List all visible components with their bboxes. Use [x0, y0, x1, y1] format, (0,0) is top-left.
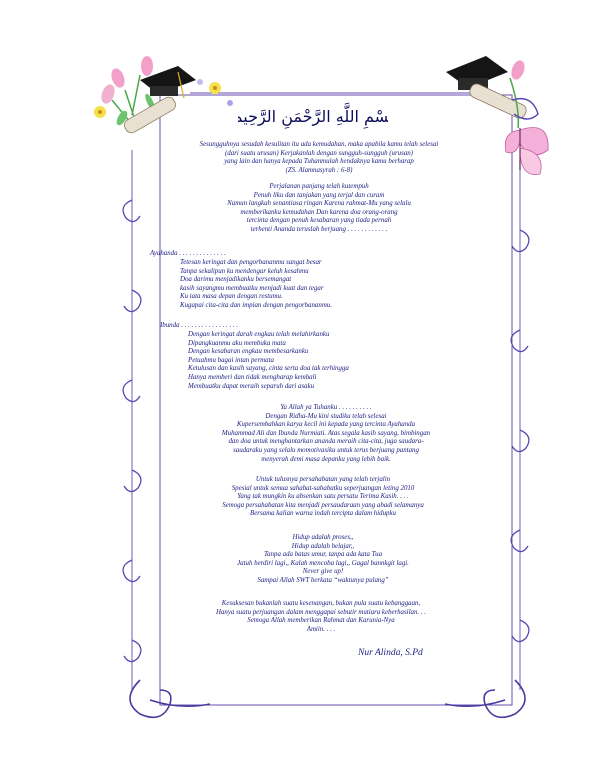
top-right-flowers-icon	[509, 59, 538, 128]
father-line: Tanpa sekalipun ku mendengar keluh kesahmu	[180, 267, 309, 275]
father-line: Tetesan keringat dan pengorbananmu sangat besar	[180, 259, 322, 266]
quran-line: (ZS. Alamnasyrah : 6-8)	[285, 166, 353, 174]
mother-line: Dipangkuanmu aku membuka mata	[188, 339, 286, 347]
life-line: Hidup adalah belajar,,	[291, 542, 355, 550]
father-line: Doa darimu menjadikanku bersemangat	[180, 276, 292, 284]
closing-text	[180, 600, 462, 634]
journey-line: Perjalanan panjang telah kutempuh	[269, 183, 369, 190]
closing-line: Hanya suatu perjuangan dalam menggapai sebutir mutiara keberhasilan. . .	[215, 608, 427, 616]
diploma-scroll-right-icon	[468, 82, 528, 120]
friends-line: Bersama kalian warna indah tercipta dalam hidupku	[250, 510, 396, 518]
father-line: Ku tata masa depan dengan restumu.	[180, 293, 283, 301]
friends-line: Spesial untuk semua sahabat-sahabatku seperjuangan leting 2010	[231, 484, 415, 492]
father-poem	[180, 259, 332, 311]
friends-line: Untuk tulusnya persahabatan yang telah terjalin	[255, 476, 391, 483]
life-line: Never give up!	[302, 568, 344, 576]
prayer-line: menyerah demi masa depanku yang lebih baik.	[261, 455, 391, 463]
bottom-right-swirl	[445, 680, 525, 717]
mother-line: Dengan keringat darah engkau telah melahirkanku	[188, 331, 330, 338]
quran-line: (dari suatu urusan) Kerjakanlah dengan sungguh-sungguh (urusan)	[225, 149, 413, 157]
calligraphy-frame	[238, 94, 388, 134]
prayer-line: saudaraku yang selalu momotivasiku untuk terus berjuang pantang	[233, 446, 419, 454]
friends-line: Semoga persahabatan kita menjadi persaudaraan yang abadi selamanya	[222, 501, 424, 509]
journey-line: Penuh liku dan tanjakan yang terjal dan curam	[253, 191, 385, 199]
journey-line: tercinta dengan penuh kesabaran yang tiada pernah	[246, 217, 392, 225]
friends-line: Yang tak mungkin ku absenkan satu persatu Terima Kasih. . . .	[237, 493, 409, 501]
journey-line: memberikanku kemudahan Dan karena doa orang-orang	[240, 208, 398, 216]
prayer-line: Ya Allah ya Tuhanku . . . . . . . . . .	[280, 404, 372, 411]
life-line: Hidup adalah proses,,	[292, 534, 354, 541]
father-heading: Ayahanda . . . . . . . . . . . . . .	[150, 250, 226, 257]
life-line: Jatuh berdiri lagi,, Kalah mencoba lagi,, Gagal bannkgit lagi.	[237, 559, 409, 567]
signature-name: Nur Alinda, S.Pd	[358, 648, 423, 658]
mother-line: Hanya memberi dan tidak mengharap kembali	[188, 373, 317, 381]
prayer-line: dan doa untuk menghantarkan ananda meraih cita-cita, juga saudara-	[228, 438, 424, 446]
calligraphy-text: بِسْمِ اللَّهِ الرَّحْمَنِ الرَّحِيمِ	[238, 107, 388, 126]
mother-line: Dengan kesabaran engkau membesarkanku	[188, 348, 309, 356]
prayer-line: Muhammad Ali dan Ibunda Nurmiati. Atas segala kasih sayang, bimbingan	[221, 429, 431, 437]
quran-line: yang lain dan hanya kepada Tuhanmulah hendaknya kamu berharap	[224, 158, 414, 166]
bottom-left-swirl	[130, 680, 210, 717]
quran-line: Sesungguhnya sesudah kesulitan itu ada kemudahan, maka apabila kamu telah selesai	[199, 141, 439, 148]
closing-line: Amiin. . . .	[306, 625, 336, 633]
quran-verse	[160, 141, 478, 175]
life-line: Sampai Allah SWT berkata “waktunya pulang”	[257, 576, 389, 584]
father-line: Kugapai cita-cita dan impian dengan pengorbananmu.	[180, 301, 332, 309]
prayer-line: Kupersembahkan karya kecil ini kepada yang tercinta Ayahanda	[236, 421, 416, 429]
life-line: Tanpa ada batas umur, tanpa ada kata Tua	[263, 551, 383, 559]
mother-line: Ketulusan dan kasih sayang, cinta serta doa tak terhingga	[188, 365, 349, 373]
mother-poem	[188, 331, 349, 391]
prayer-dedication	[198, 404, 454, 464]
prayer-line: Dengan Ridha-Mu kini studiku telah selesai	[265, 412, 387, 420]
closing-line: Semoga Allah memberikan Rahmat dan Karunia-Nya	[247, 617, 395, 625]
father-line: kasih sayangmu membuatku menjadi kuat dan tegar	[180, 284, 324, 292]
mother-heading: Ibunda . . . . . . . . . . . . . . . . .	[160, 322, 239, 329]
life-quote	[205, 534, 441, 586]
friends-dedication	[195, 476, 451, 519]
journey-poem	[210, 183, 428, 235]
journey-line: Namun langkah senantiasa ringan Karena rahmat-Mu yang selalu	[227, 200, 411, 208]
journey-line: terhenti Ananda teruslah berjuang . . . . . . . . . . . .	[250, 225, 388, 233]
closing-line: Kesuksesan bukanlah suatu kesenangan, bukan pula suatu kebanggaan,	[221, 600, 421, 607]
mother-line: Petuahmu bagai intan permata	[188, 356, 274, 364]
mother-line: Membuatku dapat meraih separuh dari asaku	[188, 382, 315, 390]
basmalah-calligraphy	[238, 94, 388, 134]
